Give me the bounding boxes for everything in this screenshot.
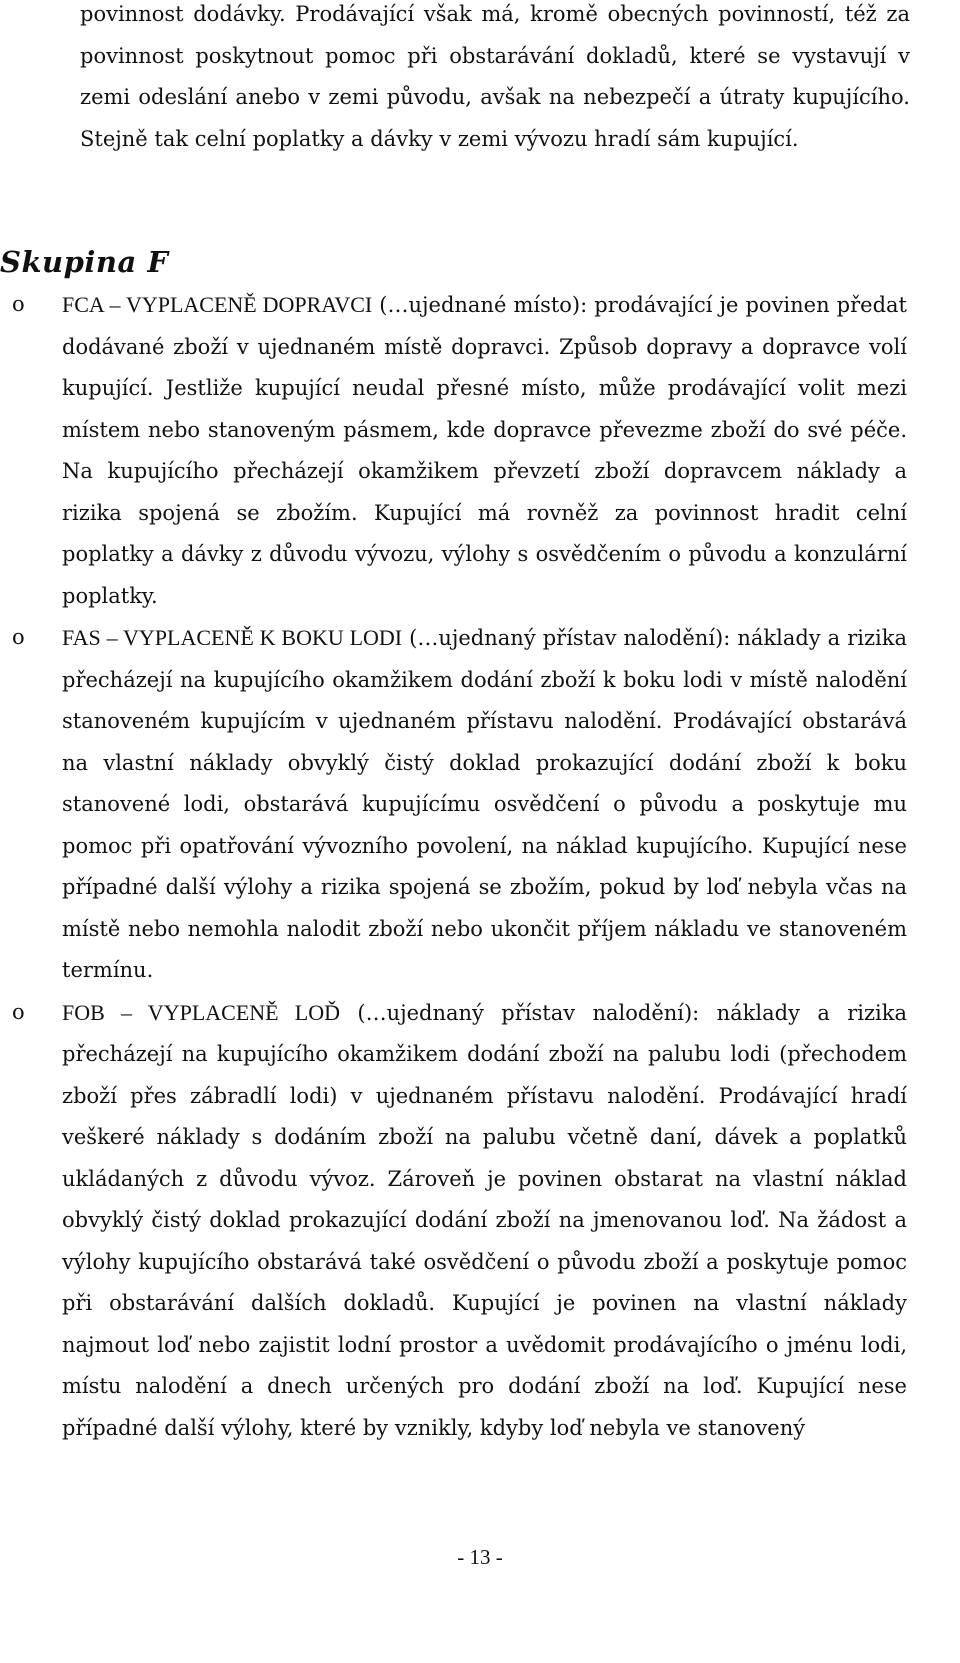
term-fca: FCA – VYPLACENĚ DOPRAVCI	[62, 292, 373, 317]
list-item-fas	[0, 617, 907, 992]
bullet-icon: o	[12, 999, 25, 1024]
term-fas: FAS – VYPLACENĚ K BOKU LODI	[62, 625, 403, 650]
incoterms-list	[0, 284, 960, 1449]
intro-paragraph: povinnost dodávky. Prodávající však má, kromě obecných povinností, též za povinnost poskytnout pomoc při obstarávání dokladů, které se vystavují v zemi odeslání anebo v zemi původu, avšak na nebezpečí a útraty kupujícího. Stejně tak celní poplatky a dávky v zemi vývozu hradí sám kupující.	[80, 2, 910, 151]
item-text-fob: (…ujednaný přístav nalodění): náklady a rizika přecházejí na kupujícího okamžikem dodání zboží na palubu lodi (přechodem zboží přes zábradlí lodi) v ujednaném přístavu nalodění. Prodávající hradí veškeré náklady s dodáním zboží na palubu včetně daní, dávek a poplatků ukládaných z důvodu vývoz. Zároveň je povinen obstarat na vlastní náklad obvyklý čistý doklad prokazující dodání zboží na jmenovanou loď. Na žádost a výlohy kupujícího obstarává také osvědčení o původu zboží a poskytuje pomoc při obstarávání dalších dokladů. Kupující je povinen na vlastní náklady najmout loď nebo zajistit lodní prostor a uvědomit prodávajícího o jménu lodi, místu nalodění a dnech určených pro dodání zboží na loď. Kupující nese případné další výlohy, které by vznikly, kdyby loď nebyla ve stanovený	[62, 1000, 907, 1440]
term-fob: FOB – VYPLACENĚ LOĎ	[62, 999, 340, 1025]
bullet-icon: o	[12, 292, 25, 316]
page-number: - 13 -	[457, 1545, 503, 1569]
list-item-fob	[0, 992, 907, 1450]
item-text-fas: (…ujednaný přístav nalodění): náklady a rizika přecházejí na kupujícího okamžikem dodání zboží k boku lodi v místě nalodění stanoveném kupujícím v ujednaném přístavu nalodění. Prodávající obstarává na vlastní náklady obvyklý čistý doklad prokazující dodání zboží k boku stanovené lodi, obstarává kupujícímu osvědčení o původu a poskytuje mu pomoc při opatřování vývozního povolení, na náklad kupujícího. Kupující nese případné další výlohy a rizika spojená se zbožím, pokud by loď nebyla včas na místě nebo nemohla nalodit zboží nebo ukončit příjem nákladu ve stanoveném termínu.	[62, 626, 908, 982]
list-item-fca	[0, 284, 907, 617]
section-heading: Skupina F	[0, 245, 169, 279]
bullet-icon: o	[12, 625, 25, 649]
item-text-fca: (…ujednané místo): prodávající je povinen předat dodávané zboží v ujednaném místě dopravci. Způsob dopravy a dopravce volí kupující. Jestliže kupující neudal přesné místo, může prodávající volit mezi místem nebo stanoveným pásmem, kde dopravce převezme zboží do své péče. Na kupujícího přecházejí okamžikem převzetí zboží dopravcem náklady a rizika spojená se zbožím. Kupující má rovněž za povinnost hradit celní poplatky a dávky z důvodu vývozu, výlohy s osvědčením o původu a konzulární poplatky.	[62, 293, 907, 608]
